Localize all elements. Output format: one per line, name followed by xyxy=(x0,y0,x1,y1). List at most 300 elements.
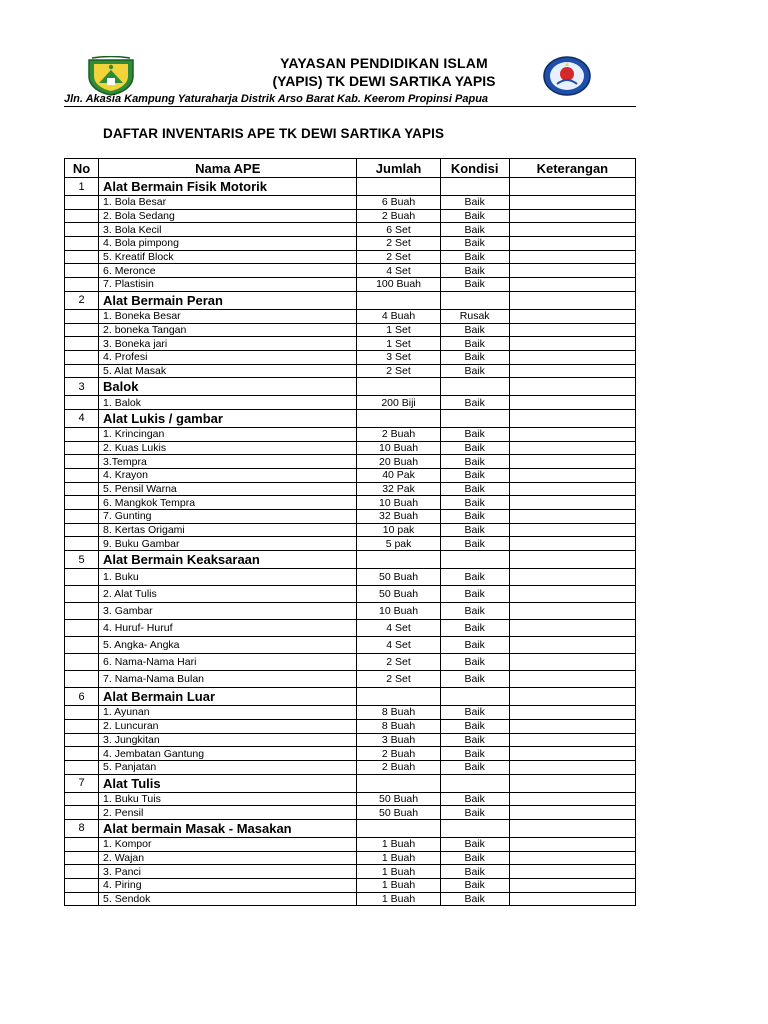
item-name: 3. Gambar xyxy=(99,603,357,620)
category-kondisi-cell xyxy=(440,291,509,309)
item-no-cell xyxy=(65,196,99,210)
item-jumlah: 8 Buah xyxy=(357,719,440,733)
table-row xyxy=(65,760,636,774)
item-name: 7. Nama-Nama Bulan xyxy=(99,671,357,688)
table-row xyxy=(65,733,636,747)
category-number: 3 xyxy=(65,378,99,396)
item-kondisi: Baik xyxy=(440,586,509,603)
item-no-cell xyxy=(65,523,99,537)
item-name: 5. Panjatan xyxy=(99,760,357,774)
item-keterangan xyxy=(509,851,635,865)
item-keterangan xyxy=(509,837,635,851)
item-no-cell xyxy=(65,264,99,278)
item-no-cell xyxy=(65,654,99,671)
item-name: 7. Gunting xyxy=(99,510,357,524)
item-keterangan xyxy=(509,879,635,893)
column-header-nama-ape: Nama APE xyxy=(99,159,357,178)
item-keterangan xyxy=(509,671,635,688)
item-jumlah: 1 Set xyxy=(357,337,440,351)
item-jumlah: 4 Set xyxy=(357,637,440,654)
item-kondisi: Baik xyxy=(440,250,509,264)
item-jumlah: 4 Set xyxy=(357,620,440,637)
table-row xyxy=(65,196,636,210)
table-row xyxy=(65,603,636,620)
item-no-cell xyxy=(65,760,99,774)
item-jumlah: 20 Buah xyxy=(357,455,440,469)
category-keterangan-cell xyxy=(509,551,635,569)
item-name: 4. Bola pimpong xyxy=(99,237,357,251)
item-jumlah: 2 Buah xyxy=(357,760,440,774)
category-kondisi-cell xyxy=(440,178,509,196)
item-jumlah: 2 Set xyxy=(357,671,440,688)
category-kondisi-cell xyxy=(440,819,509,837)
category-number: 2 xyxy=(65,291,99,309)
item-jumlah: 32 Pak xyxy=(357,482,440,496)
category-row xyxy=(65,291,636,309)
item-kondisi: Baik xyxy=(440,747,509,761)
category-jumlah-cell xyxy=(357,819,440,837)
item-name: 1. Buku xyxy=(99,569,357,586)
category-keterangan-cell xyxy=(509,291,635,309)
item-jumlah: 10 Buah xyxy=(357,603,440,620)
item-jumlah: 1 Buah xyxy=(357,865,440,879)
category-kondisi-cell xyxy=(440,688,509,706)
item-no-cell xyxy=(65,496,99,510)
item-name: 6. Mangkok Tempra xyxy=(99,496,357,510)
item-kondisi: Baik xyxy=(440,865,509,879)
table-row xyxy=(65,792,636,806)
item-keterangan xyxy=(509,427,635,441)
category-jumlah-cell xyxy=(357,378,440,396)
item-keterangan xyxy=(509,733,635,747)
item-keterangan xyxy=(509,364,635,378)
item-keterangan xyxy=(509,196,635,210)
item-name: 1. Kompor xyxy=(99,837,357,851)
item-jumlah: 1 Buah xyxy=(357,837,440,851)
item-keterangan xyxy=(509,337,635,351)
item-jumlah: 2 Set xyxy=(357,237,440,251)
item-kondisi: Baik xyxy=(440,792,509,806)
category-jumlah-cell xyxy=(357,409,440,427)
item-kondisi: Baik xyxy=(440,396,509,410)
category-row xyxy=(65,551,636,569)
table-row xyxy=(65,427,636,441)
item-jumlah: 2 Set xyxy=(357,250,440,264)
item-keterangan xyxy=(509,523,635,537)
item-name: 4. Krayon xyxy=(99,469,357,483)
item-kondisi: Baik xyxy=(440,523,509,537)
item-no-cell xyxy=(65,209,99,223)
item-kondisi: Baik xyxy=(440,892,509,906)
item-keterangan xyxy=(509,620,635,637)
column-header-kondisi: Kondisi xyxy=(440,159,509,178)
item-jumlah: 200 Biji xyxy=(357,396,440,410)
item-name: 7. Plastisin xyxy=(99,278,357,292)
item-kondisi: Baik xyxy=(440,196,509,210)
item-no-cell xyxy=(65,250,99,264)
item-name: 4. Jembatan Gantung xyxy=(99,747,357,761)
table-row xyxy=(65,469,636,483)
item-no-cell xyxy=(65,851,99,865)
item-kondisi: Baik xyxy=(440,441,509,455)
item-name: 3. Jungkitan xyxy=(99,733,357,747)
category-number: 8 xyxy=(65,819,99,837)
category-keterangan-cell xyxy=(509,819,635,837)
table-row xyxy=(65,654,636,671)
item-kondisi: Baik xyxy=(440,350,509,364)
item-keterangan xyxy=(509,586,635,603)
item-kondisi: Baik xyxy=(440,733,509,747)
item-keterangan xyxy=(509,792,635,806)
table-row xyxy=(65,706,636,720)
item-kondisi: Baik xyxy=(440,278,509,292)
table-row xyxy=(65,496,636,510)
category-name: Alat Bermain Keaksaraan xyxy=(99,551,357,569)
item-kondisi: Baik xyxy=(440,496,509,510)
table-row xyxy=(65,482,636,496)
category-name: Alat bermain Masak - Masakan xyxy=(99,819,357,837)
category-number: 4 xyxy=(65,409,99,427)
item-kondisi: Baik xyxy=(440,719,509,733)
table-row xyxy=(65,441,636,455)
item-no-cell xyxy=(65,364,99,378)
item-keterangan xyxy=(509,892,635,906)
item-no-cell xyxy=(65,806,99,820)
item-kondisi: Baik xyxy=(440,455,509,469)
item-kondisi: Baik xyxy=(440,851,509,865)
item-no-cell xyxy=(65,747,99,761)
category-number: 5 xyxy=(65,551,99,569)
item-name: 4. Huruf- Huruf xyxy=(99,620,357,637)
table-row xyxy=(65,586,636,603)
item-keterangan xyxy=(509,510,635,524)
item-name: 4. Piring xyxy=(99,879,357,893)
item-jumlah: 40 Pak xyxy=(357,469,440,483)
category-jumlah-cell xyxy=(357,291,440,309)
table-row xyxy=(65,323,636,337)
item-keterangan xyxy=(509,278,635,292)
item-jumlah: 1 Set xyxy=(357,323,440,337)
item-jumlah: 10 pak xyxy=(357,523,440,537)
table-row xyxy=(65,523,636,537)
item-jumlah: 6 Set xyxy=(357,223,440,237)
item-kondisi: Baik xyxy=(440,427,509,441)
item-kondisi: Baik xyxy=(440,620,509,637)
item-name: 1. Ayunan xyxy=(99,706,357,720)
item-keterangan xyxy=(509,719,635,733)
item-kondisi: Rusak xyxy=(440,309,509,323)
item-jumlah: 1 Buah xyxy=(357,892,440,906)
item-jumlah: 2 Set xyxy=(357,654,440,671)
item-kondisi: Baik xyxy=(440,482,509,496)
item-kondisi: Baik xyxy=(440,510,509,524)
table-row xyxy=(65,892,636,906)
item-jumlah: 100 Buah xyxy=(357,278,440,292)
item-no-cell xyxy=(65,237,99,251)
item-no-cell xyxy=(65,865,99,879)
item-name: 1. Krincingan xyxy=(99,427,357,441)
table-row xyxy=(65,569,636,586)
item-jumlah: 2 Set xyxy=(357,364,440,378)
item-kondisi: Baik xyxy=(440,569,509,586)
item-name: 5. Angka- Angka xyxy=(99,637,357,654)
item-jumlah: 1 Buah xyxy=(357,851,440,865)
table-row xyxy=(65,337,636,351)
category-name: Alat Bermain Luar xyxy=(99,688,357,706)
item-keterangan xyxy=(509,396,635,410)
category-number: 6 xyxy=(65,688,99,706)
item-keterangan xyxy=(509,806,635,820)
item-name: 1. Boneka Besar xyxy=(99,309,357,323)
address-line: Jln. Akasia Kampung Yaturaharja Distrik Arso Barat Kab. Keerom Propinsi Papua xyxy=(64,93,636,107)
category-name: Alat Tulis xyxy=(99,774,357,792)
item-kondisi: Baik xyxy=(440,806,509,820)
item-keterangan xyxy=(509,455,635,469)
item-kondisi: Baik xyxy=(440,706,509,720)
item-keterangan xyxy=(509,223,635,237)
item-kondisi: Baik xyxy=(440,209,509,223)
item-no-cell xyxy=(65,278,99,292)
category-name: Alat Bermain Fisik Motorik xyxy=(99,178,357,196)
category-row xyxy=(65,409,636,427)
item-no-cell xyxy=(65,323,99,337)
category-number: 7 xyxy=(65,774,99,792)
item-keterangan xyxy=(509,496,635,510)
table-row xyxy=(65,455,636,469)
category-kondisi-cell xyxy=(440,551,509,569)
table-header-row xyxy=(65,159,636,178)
table-row xyxy=(65,851,636,865)
item-keterangan xyxy=(509,350,635,364)
item-no-cell xyxy=(65,792,99,806)
item-no-cell xyxy=(65,706,99,720)
item-name: 1. Balok xyxy=(99,396,357,410)
table-row xyxy=(65,396,636,410)
item-keterangan xyxy=(509,323,635,337)
item-no-cell xyxy=(65,469,99,483)
item-keterangan xyxy=(509,209,635,223)
category-keterangan-cell xyxy=(509,409,635,427)
column-header-jumlah: Jumlah xyxy=(357,159,440,178)
item-jumlah: 50 Buah xyxy=(357,792,440,806)
category-row xyxy=(65,688,636,706)
item-kondisi: Baik xyxy=(440,654,509,671)
table-row xyxy=(65,879,636,893)
inventory-table xyxy=(64,158,636,906)
item-jumlah: 50 Buah xyxy=(357,586,440,603)
document-title: DAFTAR INVENTARIS APE TK DEWI SARTIKA YAPIS xyxy=(103,126,445,141)
table-row xyxy=(65,719,636,733)
item-keterangan xyxy=(509,482,635,496)
item-no-cell xyxy=(65,441,99,455)
item-keterangan xyxy=(509,637,635,654)
table-row xyxy=(65,350,636,364)
item-name: 2. Luncuran xyxy=(99,719,357,733)
table-row xyxy=(65,209,636,223)
item-keterangan xyxy=(509,747,635,761)
table-row xyxy=(65,278,636,292)
category-row xyxy=(65,819,636,837)
table-row xyxy=(65,637,636,654)
table-row xyxy=(65,671,636,688)
category-number: 1 xyxy=(65,178,99,196)
item-jumlah: 4 Buah xyxy=(357,309,440,323)
item-jumlah: 8 Buah xyxy=(357,706,440,720)
item-jumlah: 50 Buah xyxy=(357,806,440,820)
item-name: 2. boneka Tangan xyxy=(99,323,357,337)
category-keterangan-cell xyxy=(509,378,635,396)
item-jumlah: 3 Set xyxy=(357,350,440,364)
category-kondisi-cell xyxy=(440,409,509,427)
item-no-cell xyxy=(65,586,99,603)
item-name: 1. Bola Besar xyxy=(99,196,357,210)
table-body xyxy=(65,178,636,906)
org-name-line1: YAYASAN PENDIDIKAN ISLAM xyxy=(280,55,488,71)
item-no-cell xyxy=(65,569,99,586)
item-no-cell xyxy=(65,510,99,524)
item-keterangan xyxy=(509,264,635,278)
table-row xyxy=(65,223,636,237)
item-kondisi: Baik xyxy=(440,237,509,251)
item-keterangan xyxy=(509,537,635,551)
item-no-cell xyxy=(65,719,99,733)
item-keterangan xyxy=(509,237,635,251)
item-no-cell xyxy=(65,482,99,496)
category-name: Alat Lukis / gambar xyxy=(99,409,357,427)
item-keterangan xyxy=(509,569,635,586)
table-row xyxy=(65,250,636,264)
item-keterangan xyxy=(509,309,635,323)
item-no-cell xyxy=(65,671,99,688)
item-name: 8. Kertas Origami xyxy=(99,523,357,537)
item-name: 3. Panci xyxy=(99,865,357,879)
table-row xyxy=(65,309,636,323)
item-kondisi: Baik xyxy=(440,364,509,378)
item-name: 3.Tempra xyxy=(99,455,357,469)
item-name: 4. Profesi xyxy=(99,350,357,364)
item-kondisi: Baik xyxy=(440,603,509,620)
item-no-cell xyxy=(65,892,99,906)
item-name: 6. Meronce xyxy=(99,264,357,278)
table-row xyxy=(65,747,636,761)
category-row xyxy=(65,378,636,396)
item-keterangan xyxy=(509,706,635,720)
item-name: 3. Bola Kecil xyxy=(99,223,357,237)
item-name: 5. Sendok xyxy=(99,892,357,906)
item-name: 2. Pensil xyxy=(99,806,357,820)
item-jumlah: 32 Buah xyxy=(357,510,440,524)
item-jumlah: 4 Set xyxy=(357,264,440,278)
category-jumlah-cell xyxy=(357,688,440,706)
item-no-cell xyxy=(65,455,99,469)
item-no-cell xyxy=(65,396,99,410)
category-row xyxy=(65,774,636,792)
item-kondisi: Baik xyxy=(440,537,509,551)
table-row xyxy=(65,537,636,551)
category-jumlah-cell xyxy=(357,551,440,569)
item-name: 2. Kuas Lukis xyxy=(99,441,357,455)
item-jumlah: 1 Buah xyxy=(357,879,440,893)
item-jumlah: 10 Buah xyxy=(357,496,440,510)
table-row xyxy=(65,364,636,378)
category-row xyxy=(65,178,636,196)
item-keterangan xyxy=(509,250,635,264)
item-kondisi: Baik xyxy=(440,760,509,774)
item-kondisi: Baik xyxy=(440,671,509,688)
org-name-line2: (YAPIS) TK DEWI SARTIKA YAPIS xyxy=(272,73,496,89)
column-header-no: No xyxy=(65,159,99,178)
item-no-cell xyxy=(65,879,99,893)
category-keterangan-cell xyxy=(509,178,635,196)
item-no-cell xyxy=(65,537,99,551)
item-name: 5. Pensil Warna xyxy=(99,482,357,496)
item-name: 1. Buku Tuis xyxy=(99,792,357,806)
item-keterangan xyxy=(509,865,635,879)
category-jumlah-cell xyxy=(357,178,440,196)
table-row xyxy=(65,237,636,251)
item-jumlah: 3 Buah xyxy=(357,733,440,747)
item-name: 5. Kreatif Block xyxy=(99,250,357,264)
table-row xyxy=(65,510,636,524)
table-row xyxy=(65,620,636,637)
item-no-cell xyxy=(65,427,99,441)
item-no-cell xyxy=(65,837,99,851)
category-kondisi-cell xyxy=(440,378,509,396)
table-row xyxy=(65,837,636,851)
item-no-cell xyxy=(65,603,99,620)
item-jumlah: 2 Buah xyxy=(357,747,440,761)
item-jumlah: 2 Buah xyxy=(357,427,440,441)
item-name: 2. Alat Tulis xyxy=(99,586,357,603)
category-name: Alat Bermain Peran xyxy=(99,291,357,309)
item-name: 9. Buku Gambar xyxy=(99,537,357,551)
item-keterangan xyxy=(509,760,635,774)
category-kondisi-cell xyxy=(440,774,509,792)
item-kondisi: Baik xyxy=(440,837,509,851)
category-keterangan-cell xyxy=(509,774,635,792)
item-jumlah: 50 Buah xyxy=(357,569,440,586)
item-kondisi: Baik xyxy=(440,223,509,237)
category-jumlah-cell xyxy=(357,774,440,792)
item-keterangan xyxy=(509,441,635,455)
item-jumlah: 2 Buah xyxy=(357,209,440,223)
item-kondisi: Baik xyxy=(440,469,509,483)
item-keterangan xyxy=(509,469,635,483)
item-name: 2. Bola Sedang xyxy=(99,209,357,223)
item-no-cell xyxy=(65,223,99,237)
table-row xyxy=(65,806,636,820)
item-name: 5. Alat Masak xyxy=(99,364,357,378)
item-no-cell xyxy=(65,733,99,747)
item-kondisi: Baik xyxy=(440,264,509,278)
item-kondisi: Baik xyxy=(440,879,509,893)
item-keterangan xyxy=(509,654,635,671)
table-row xyxy=(65,865,636,879)
item-name: 6. Nama-Nama Hari xyxy=(99,654,357,671)
item-keterangan xyxy=(509,603,635,620)
item-jumlah: 10 Buah xyxy=(357,441,440,455)
item-jumlah: 5 pak xyxy=(357,537,440,551)
item-kondisi: Baik xyxy=(440,323,509,337)
item-no-cell xyxy=(65,637,99,654)
table-row xyxy=(65,264,636,278)
column-header-keterangan: Keterangan xyxy=(509,159,635,178)
item-name: 3. Boneka jari xyxy=(99,337,357,351)
category-name: Balok xyxy=(99,378,357,396)
item-no-cell xyxy=(65,350,99,364)
item-no-cell xyxy=(65,309,99,323)
item-jumlah: 6 Buah xyxy=(357,196,440,210)
